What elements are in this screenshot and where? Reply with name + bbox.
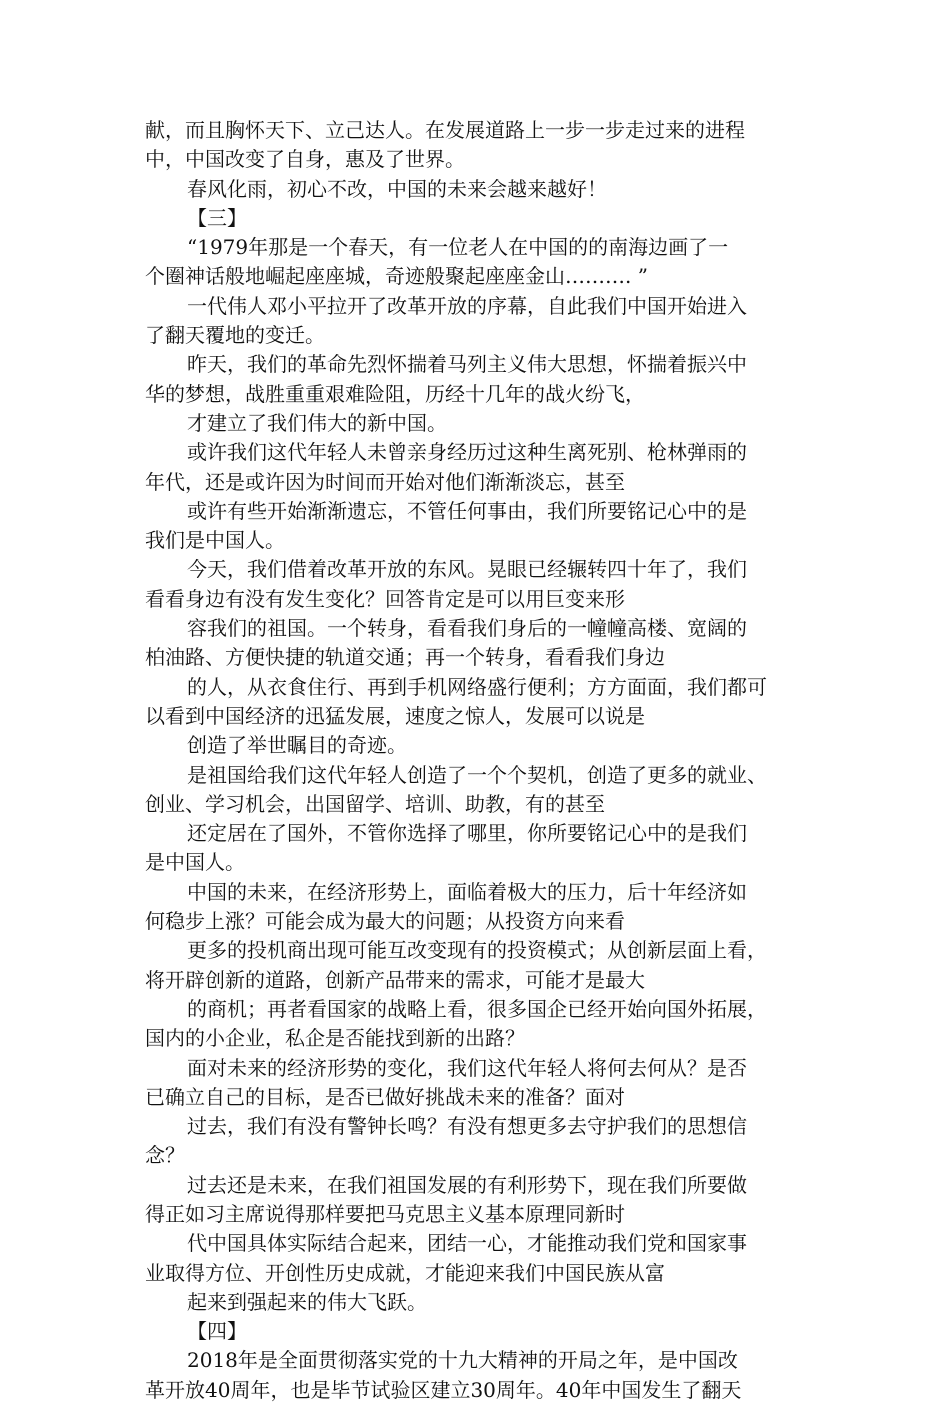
text-line: 革开放40周年，也是毕节试验区建立30周年。40年中国发生了翻天 [145, 1377, 742, 1402]
text-line: 中，中国改变了自身，惠及了世界。 [145, 147, 465, 172]
text-line: 更多的投机商出现可能互改变现有的投资模式；从创新层面上看， [187, 938, 767, 963]
text-line: 看看身边有没有发生变化？回答肯定是可以用巨变来形 [145, 586, 625, 611]
text-line: 或许我们这代年轻人未曾亲身经历过这种生离死别、枪林弹雨的 [187, 440, 747, 465]
text-line: 我们是中国人。 [145, 528, 285, 553]
document-body [145, 116, 825, 1405]
text-line: 年代，还是或许因为时间而开始对他们渐渐淡忘，甚至 [145, 469, 625, 494]
text-line: 是中国人。 [145, 850, 245, 875]
text-line: 的商机；再者看国家的战略上看，很多国企已经开始向国外拓展， [187, 996, 767, 1021]
text-line: 将开辟创新的道路，创新产品带来的需求，可能才是最大 [145, 967, 645, 992]
text-line: 昨天，我们的革命先烈怀揣着马列主义伟大思想，怀揣着振兴中 [187, 352, 747, 377]
text-line: 已确立自己的目标，是否已做好挑战未来的准备？面对 [145, 1084, 625, 1109]
text-line: 得正如习主席说得那样要把马克思主义基本原理同新时 [145, 1201, 625, 1226]
text-line: 创业、学习机会，出国留学、培训、助教，有的甚至 [145, 791, 605, 816]
text-line: 献，而且胸怀天下、立己达人。在发展道路上一步一步走过来的进程 [145, 118, 745, 142]
text-line: 了翻天覆地的变迁。 [145, 323, 325, 348]
text-line: 过去还是未来，在我们祖国发展的有利形势下，现在我们所要做 [187, 1172, 747, 1197]
text-line: 是祖国给我们这代年轻人创造了一个个契机，创造了更多的就业、 [187, 762, 767, 787]
text-line: 春风化雨，初心不改，中国的未来会越来越好！ [187, 176, 607, 201]
text-line: 国内的小企业，私企是否能找到新的出路？ [145, 1026, 525, 1051]
text-line: 创造了举世瞩目的奇迹。 [187, 733, 407, 758]
text-line: 2018年是全面贯彻落实党的十九大精神的开局之年，是中国改 [187, 1348, 738, 1373]
text-line: 【四】 [187, 1319, 247, 1344]
text-line: 面对未来的经济形势的变化，我们这代年轻人将何去何从？是否 [187, 1055, 747, 1080]
text-line: “1979年那是一个春天，有一位老人在中国的的南海边画了一 [187, 235, 729, 260]
text-line: 何稳步上涨？可能会成为最大的问题；从投资方向来看 [145, 909, 625, 934]
text-line: 【三】 [187, 205, 247, 230]
text-line: 念？ [145, 1143, 185, 1168]
text-line: 中国的未来，在经济形势上，面临着极大的压力，后十年经济如 [187, 879, 747, 904]
text-line: 业取得方位、开创性历史成就，才能迎来我们中国民族从富 [145, 1260, 665, 1285]
text-line: 以看到中国经济的迅猛发展，速度之惊人，发展可以说是 [145, 703, 645, 728]
text-line: 还定居在了国外，不管你选择了哪里，你所要铭记心中的是我们 [187, 821, 747, 846]
text-line: 起来到强起来的伟大飞跃。 [187, 1289, 427, 1314]
text-line: 华的梦想，战胜重重艰难险阻，历经十几年的战火纷飞， [145, 381, 645, 406]
text-line: 容我们的祖国。一个转身，看看我们身后的一幢幢高楼、宽阔的 [187, 616, 747, 641]
text-line: 一代伟人邓小平拉开了改革开放的序幕，自此我们中国开始进入 [187, 293, 747, 318]
text-line: 今天，我们借着改革开放的东风。晃眼已经辗转四十年了，我们 [187, 557, 747, 582]
text-line: 或许有些开始渐渐遗忘，不管任何事由，我们所要铭记心中的是 [187, 498, 747, 523]
text-line: 代中国具体实际结合起来，团结一心，才能推动我们党和国家事 [187, 1231, 747, 1256]
text-line: 过去，我们有没有警钟长鸣？有没有想更多去守护我们的思想信 [187, 1114, 747, 1139]
text-line: 柏油路、方便快捷的轨道交通；再一个转身，看看我们身边 [145, 645, 665, 670]
text-line: 个圈神话般地崛起座座城，奇迹般聚起座座金山………. ” [145, 264, 648, 289]
text-line: 的人，从衣食住行、再到手机网络盛行便利；方方面面，我们都可 [187, 674, 767, 699]
text-line: 才建立了我们伟大的新中国。 [187, 410, 447, 435]
